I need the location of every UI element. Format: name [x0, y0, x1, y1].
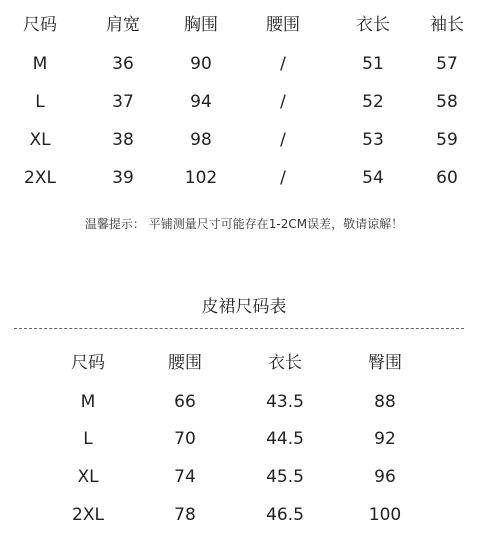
table-cell: 88 — [374, 392, 396, 412]
table-cell: 59 — [436, 130, 458, 150]
column-header: 胸围 — [184, 15, 218, 35]
column-header: 腰围 — [168, 353, 202, 373]
table-cell: 60 — [436, 168, 458, 188]
column-header: 衣长 — [268, 353, 302, 373]
column-header: 袖长 — [430, 15, 464, 35]
table-cell: 43.5 — [266, 392, 304, 412]
table-cell: 52 — [362, 92, 384, 112]
skirt-size-table-title: 皮裙尺码表 — [201, 297, 287, 317]
table-cell: 45.5 — [266, 467, 304, 487]
table-cell: 66 — [174, 392, 196, 412]
table-cell: 37 — [112, 92, 134, 112]
table-cell: / — [280, 92, 286, 112]
table-cell: XL — [77, 467, 99, 487]
column-header: 臀围 — [368, 353, 402, 373]
dashed-divider — [14, 328, 464, 329]
table-cell: 96 — [374, 467, 396, 487]
table-cell: 51 — [362, 54, 384, 74]
table-cell: 2XL — [24, 168, 56, 188]
table-cell: 57 — [436, 54, 458, 74]
table-cell: 74 — [174, 467, 196, 487]
table-cell: XL — [29, 130, 51, 150]
table-cell: L — [83, 429, 93, 449]
table-cell: 39 — [112, 168, 134, 188]
table-cell: 2XL — [72, 505, 104, 525]
table-cell: M — [80, 392, 96, 412]
table-cell: / — [280, 168, 286, 188]
table-cell: 54 — [362, 168, 384, 188]
table-cell: 78 — [174, 505, 196, 525]
column-header: 衣长 — [356, 15, 390, 35]
table-cell: 44.5 — [266, 429, 304, 449]
measurement-tip: 温馨提示： 平铺测量尺寸可能存在1-2CM误差，敬请谅解！ — [84, 217, 404, 231]
table-cell: 102 — [184, 168, 218, 188]
table-cell: 100 — [368, 505, 402, 525]
table-cell: 92 — [374, 429, 396, 449]
table-cell: 53 — [362, 130, 384, 150]
table-cell: 58 — [436, 92, 458, 112]
table-cell: M — [32, 54, 48, 74]
table-cell: 70 — [174, 429, 196, 449]
column-header: 肩宽 — [106, 15, 140, 35]
column-header: 腰围 — [266, 15, 300, 35]
table-cell: 94 — [190, 92, 212, 112]
table-cell: / — [280, 54, 286, 74]
table-cell: L — [35, 92, 45, 112]
table-cell: 38 — [112, 130, 134, 150]
column-header: 尺码 — [23, 15, 57, 35]
table-cell: 46.5 — [266, 505, 304, 525]
table-cell: 36 — [112, 54, 134, 74]
table-cell: / — [280, 130, 286, 150]
table-cell: 98 — [190, 130, 212, 150]
column-header: 尺码 — [71, 353, 105, 373]
table-cell: 90 — [190, 54, 212, 74]
